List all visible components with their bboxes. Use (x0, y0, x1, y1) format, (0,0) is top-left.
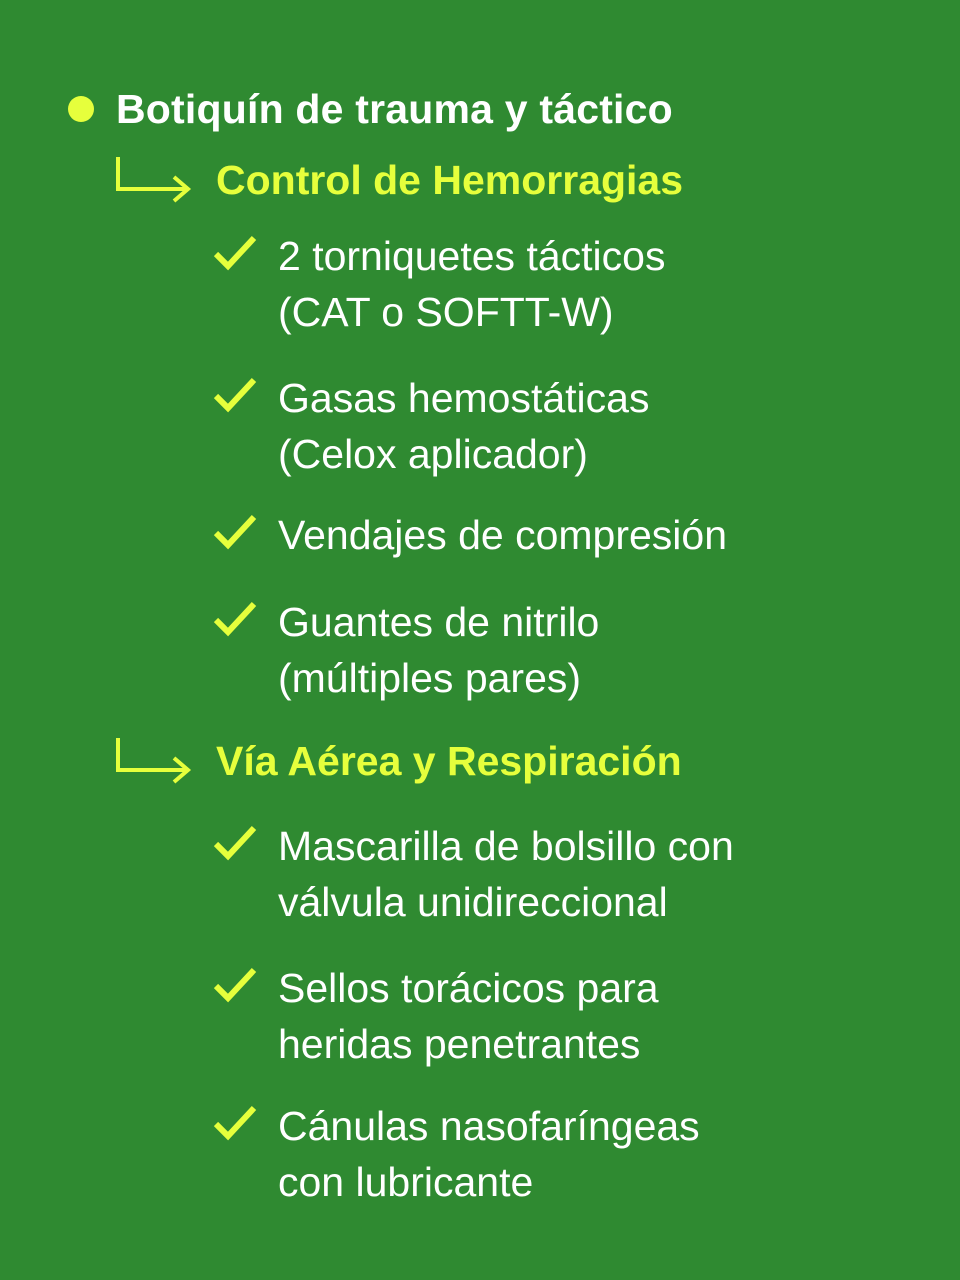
section-title: Vía Aérea y Respiración (216, 737, 682, 784)
list-item-line: (CAT o SOFTT-W) (278, 289, 614, 335)
list-item-line: válvula unidireccional (278, 879, 668, 925)
main-heading (68, 84, 673, 134)
list-item-text (278, 960, 838, 1072)
list-item-text (278, 228, 838, 340)
section-header-via-aerea (114, 733, 682, 789)
list-item-line: Mascarilla de bolsillo con (278, 823, 734, 869)
list-item-line: Vendajes de compresión (278, 512, 728, 558)
checkmark-icon (212, 509, 258, 555)
list-item (212, 228, 838, 340)
list-item-line: heridas penetrantes (278, 1021, 641, 1067)
checkmark-icon (212, 596, 258, 642)
list-item-line: con lubricante (278, 1159, 534, 1205)
list-item-text (278, 370, 838, 482)
list-item-line: (múltiples pares) (278, 655, 582, 701)
list-item-text (278, 1098, 838, 1210)
checkmark-icon (212, 962, 258, 1008)
checkmark-icon (212, 1100, 258, 1146)
list-item-text (278, 818, 838, 930)
list-item (212, 818, 838, 930)
list-item-text (278, 594, 838, 706)
list-item-line: Gasas hemostáticas (278, 375, 650, 421)
list-item-line: Sellos torácicos para (278, 965, 659, 1011)
list-item-text (278, 507, 838, 563)
list-item-line: 2 torniquetes tácticos (278, 233, 666, 279)
arrow-corner-right-icon (114, 736, 194, 786)
main-title: Botiquín de trauma y táctico (116, 85, 673, 132)
list-item-line: Guantes de nitrilo (278, 599, 600, 645)
list-item-line: (Celox aplicador) (278, 431, 588, 477)
checkmark-icon (212, 230, 258, 276)
arrow-corner-right-icon (114, 155, 194, 205)
list-item (212, 370, 838, 482)
list-item-line: Cánulas nasofaríngeas (278, 1103, 700, 1149)
checkmark-icon (212, 820, 258, 866)
bullet-dot-icon (68, 96, 94, 122)
list-item (212, 960, 838, 1072)
checkmark-icon (212, 372, 258, 418)
list-item (212, 507, 838, 563)
section-title: Control de Hemorragias (216, 156, 684, 203)
section-header-hemorragias (114, 152, 683, 208)
list-item (212, 594, 838, 706)
list-item (212, 1098, 838, 1210)
